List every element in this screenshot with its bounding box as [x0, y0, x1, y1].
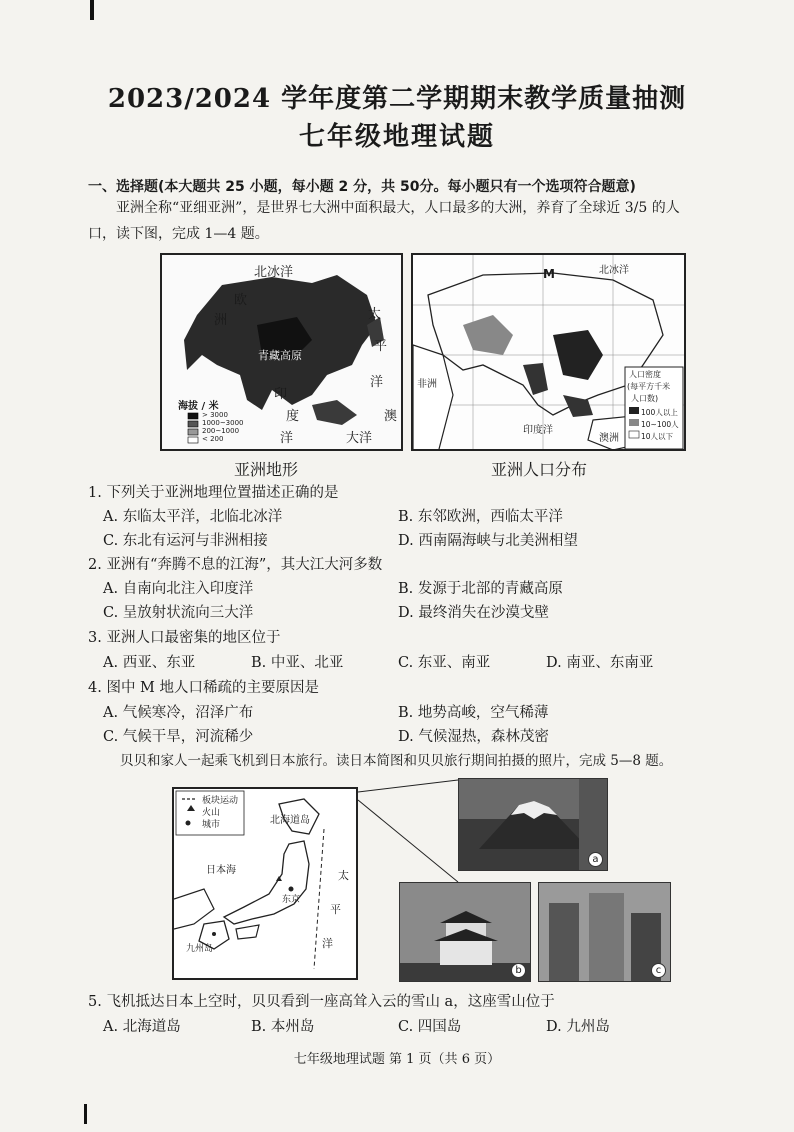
question-4-stem: 4. 图中 M 地人口稀疏的主要原因是 [88, 680, 320, 696]
photo-b-castle [399, 882, 531, 982]
map2-legend-title: (每平方千米 [627, 382, 671, 391]
question-5-option-a: A. 北海道岛 [103, 1019, 181, 1035]
question-3-option-d: D. 南亚、东南亚 [546, 655, 654, 671]
map1-legend-item: > 3000 [202, 411, 228, 419]
map1-label-pacific: 太 [368, 307, 382, 322]
question-3-option-a: A. 西亚、东亚 [103, 655, 196, 671]
question-2-option-b: B. 发源于北部的青藏高原 [398, 581, 563, 597]
scan-mark-bottom [84, 1104, 87, 1124]
map1-label-indian: 印 [274, 387, 288, 402]
question-3-option-b: B. 中亚、北亚 [251, 655, 344, 671]
question-3-option-c: C. 东亚、南亚 [398, 655, 491, 671]
japan-label-pacific: 洋 [322, 937, 333, 950]
map1-legend-title: 海拔 / 米 [178, 401, 219, 412]
question-4-option-d: D. 气候湿热，森林茂密 [398, 729, 549, 745]
map2-label-africa: 非洲 [417, 379, 437, 390]
japan-label-tokyo: 东京 [282, 895, 301, 905]
map2-label-indian: 印度洋 [523, 425, 553, 436]
map1-label-australia: 澳 [384, 409, 398, 424]
question-4-option-b: B. 地势高峻，空气稀薄 [398, 705, 549, 721]
map1-label-europe: 欧 [234, 293, 248, 308]
question-1-option-a: A. 东临太平洋，北临北冰洋 [103, 509, 283, 525]
intro-paragraph-2: 贝贝和家人一起乘飞机到日本旅行。读日本简图和贝贝旅行期间拍摄的照片，完成 5—8 题。 [120, 753, 673, 769]
map1-label-oceania: 大洋 [346, 431, 373, 446]
photo-b-label: b [511, 963, 526, 978]
scan-mark-top [90, 0, 94, 20]
japan-label-pacific: 平 [330, 903, 341, 916]
question-1-option-b: B. 东邻欧洲，西临太平洋 [398, 509, 563, 525]
map1-caption: 亚洲地形 [234, 460, 299, 479]
asia-terrain-map [160, 253, 403, 451]
intro-line: 口，读下图，完成 1—4 题。 [88, 226, 269, 242]
question-5-stem: 5. 飞机抵达日本上空时，贝贝看到一座高耸入云的雪山 a，这座雪山位于 [88, 994, 555, 1010]
japan-map [172, 787, 358, 980]
intro-line: 亚洲全称“亚细亚洲”，是世界七大洲中面积最大，人口最多的大洲，养育了全球近 3/5 的人 [116, 200, 680, 216]
map1-label-pacific: 平 [374, 339, 388, 354]
question-3-stem: 3. 亚洲人口最密集的地区位于 [88, 630, 281, 646]
japan-legend-city: 城市 [202, 820, 221, 830]
map1-legend-item: 1000~3000 [202, 419, 244, 427]
exam-subtitle: 七年级地理试题 [298, 122, 495, 152]
map2-legend-title: 人口数) [631, 394, 659, 403]
question-2-option-d: D. 最终消失在沙漠戈壁 [398, 605, 549, 621]
japan-legend-plate: 板块运动 [202, 796, 239, 806]
map2-label-australia: 澳洲 [599, 433, 619, 444]
intro-paragraph-1 [88, 195, 768, 247]
map2-label-m: M [543, 267, 555, 281]
map2-legend-title: 人口密度 [629, 370, 661, 379]
question-5-option-c: C. 四国岛 [398, 1019, 462, 1035]
map1-label-indian: 洋 [280, 431, 294, 446]
map1-legend-item: 200~1000 [202, 427, 240, 435]
question-2-stem: 2. 亚洲有“奔腾不息的江海”，其大江大河多数 [88, 557, 383, 573]
map1-label-indian: 度 [286, 409, 300, 424]
photo-a-label: a [588, 852, 603, 867]
exam-title: 2023/2024 学年度第二学期期末教学质量抽测 [107, 84, 687, 114]
japan-label-pacific: 太 [338, 869, 349, 882]
question-4-option-a: A. 气候寒冷，沼泽广布 [103, 705, 254, 721]
japan-label-kyushu: 九州岛 [186, 944, 214, 954]
photo-a-mountain [458, 778, 608, 871]
question-5-option-b: B. 本州岛 [251, 1019, 315, 1035]
photo-c-city [538, 882, 671, 982]
map1-legend-item: < 200 [202, 435, 224, 443]
question-5-option-d: D. 九州岛 [546, 1019, 610, 1035]
map1-label-arctic: 北冰洋 [254, 265, 294, 280]
map1-label-europe: 洲 [214, 313, 228, 328]
photo-a-image [459, 779, 608, 871]
page-footer: 七年级地理试题 第 1 页（共 6 页） [293, 1052, 501, 1067]
map2-label-arctic: 北冰洋 [599, 265, 629, 276]
connector-lines [358, 778, 460, 888]
map2-legend-item: 10~100人 [641, 420, 679, 429]
asia-population-map [411, 253, 686, 451]
map1-label-plateau: 青藏高原 [258, 349, 302, 362]
question-4-option-c: C. 气候干旱，河流稀少 [103, 729, 254, 745]
question-1-option-c: C. 东北有运河与非洲相接 [103, 533, 268, 549]
map1-label-pacific: 洋 [370, 375, 384, 390]
japan-label-hokkaido: 北海道岛 [270, 815, 310, 826]
section-heading: 一、选择题(本大题共 25 小题，每小题 2 分，共 50分。每小题只有一个选项符合题意) [88, 179, 636, 195]
question-1-option-d: D. 西南隔海峡与北美洲相望 [398, 533, 578, 549]
question-2-option-a: A. 自南向北注入印度洋 [103, 581, 254, 597]
japan-label-sea: 日本海 [206, 865, 236, 876]
photo-c-label: c [651, 963, 666, 978]
map2-legend-item: 10人以下 [641, 432, 674, 441]
map2-legend-item: 100人以上 [641, 408, 678, 417]
question-2-option-c: C. 呈放射状流向三大洋 [103, 605, 254, 621]
japan-legend-volcano: 火山 [202, 808, 221, 818]
question-1-stem: 1. 下列关于亚洲地理位置描述正确的是 [88, 485, 339, 501]
map2-caption: 亚洲人口分布 [491, 460, 588, 479]
